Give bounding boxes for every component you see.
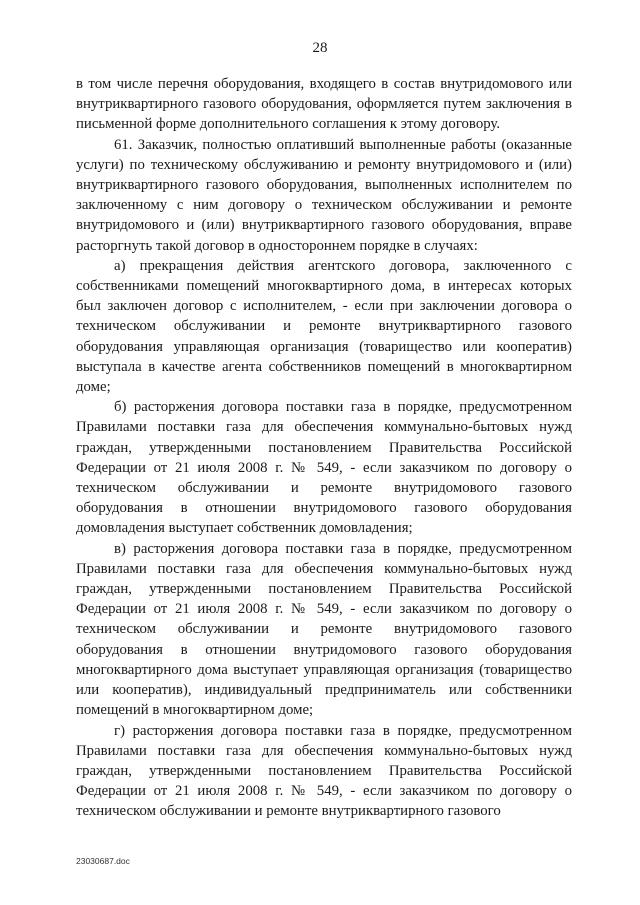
paragraph-subclause-g: г) расторжения договора поставки газа в порядке, предусмотренном Правилами поставки газа для обеспечения коммунально-бытовых нужд граждан, утвержденными постановлением Правительства Российской Федерации от 21 июля 2008 г. № 549, - если заказчиком по договору о техническом обслуживании и ремонте внутриквартирного газового bbox=[76, 722, 572, 820]
paragraph-continuation: в том числе перечня оборудования, входящего в состав внутридомового или внутриквартирного газового оборудования, оформляется путем заключения в письменной форме дополнительного соглашения к этому договору. bbox=[76, 76, 572, 133]
document-body bbox=[76, 74, 572, 822]
paragraph-subclause-v: в) расторжения договора поставки газа в порядке, предусмотренном Правилами поставки газа для обеспечения коммунально-бытовых нужд граждан, утвержденными постановлением Правительства Российской Федерации от 21 июля 2008 г. № 549, - если заказчиком по договору о техническом обслуживании и ремонте внутридомового газового оборудования в отношении внутридомового газового оборудования многоквартирного дома выступает управляющая организация (товарищество или кооператив), индивидуальный предприниматель или собственники помещений в многоквартирном доме; bbox=[76, 540, 572, 719]
footer-filename: 23030687.doc bbox=[76, 856, 130, 866]
paragraph-clause-61: 61. Заказчик, полностью оплативший выполненные работы (оказанные услуги) по техническому обслуживанию и ремонту внутридомового и (или) внутриквартирного газового оборудования, выполненных исполнителем по заключенному с ним договору о техническом обслуживании и ремонте внутридомового и (или) внутриквартирного газового оборудования, вправе расторгнуть такой договор в одностороннем порядке в случаях: bbox=[76, 136, 572, 254]
page-number: 28 bbox=[312, 40, 328, 56]
paragraph-subclause-b: б) расторжения договора поставки газа в порядке, предусмотренном Правилами поставки газа для обеспечения коммунально-бытовых нужд граждан, утвержденными постановлением Правительства Российской Федерации от 21 июля 2008 г. № 549, - если заказчиком по договору о техническом обслуживании и ремонте внутридомового газового оборудования в отношении внутридомового газового оборудования домовладения выступает собственник домовладения; bbox=[76, 399, 572, 537]
paragraph-subclause-a: а) прекращения действия агентского договора, заключенного с собственниками помещений многоквартирного дома, в интересах которых был заключен договор с исполнителем, - если при заключении договора о техническом обслуживании и ремонте внутриквартирного газового оборудования управляющая организация (товарищество или кооператив) выступала в качестве агента собственников помещений в многоквартирном доме; bbox=[76, 257, 572, 396]
